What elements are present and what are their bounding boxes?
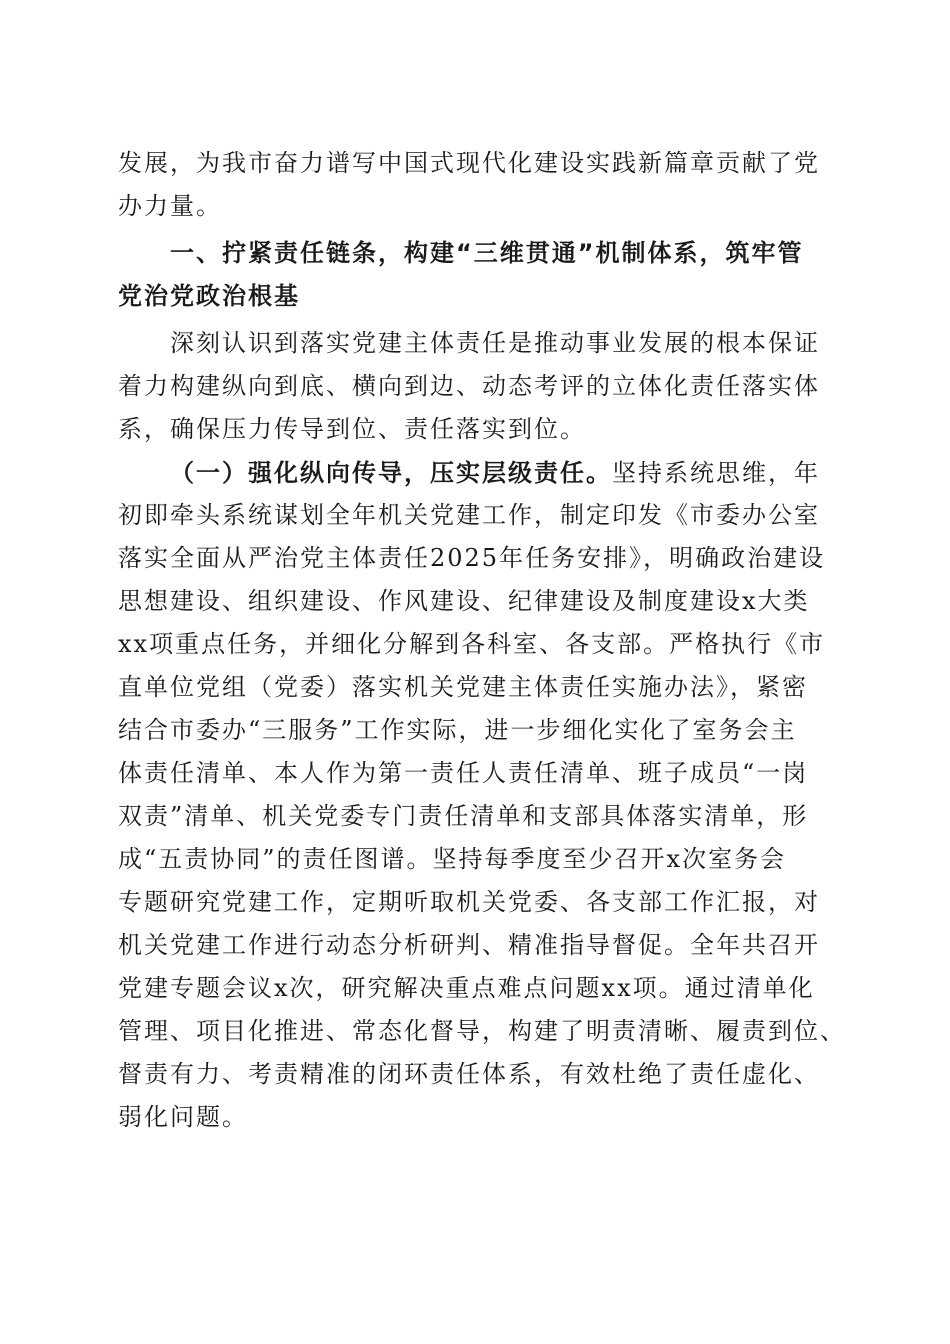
heading-line: 党治党政治根基: [118, 282, 300, 310]
paragraph-line: 发展，为我市奋力谱写中国式现代化建设实践新篇章贡献了党: [118, 149, 820, 177]
paragraph-line: 落实全面从严治党主体责任2025年任务安排》，明确政治建设: [118, 544, 826, 572]
paragraph-line: 着力构建纵向到底、横向到边、动态考评的立体化责任落实体: [118, 372, 820, 400]
paragraph-line: 初即牵头系统谋划全年机关党建工作，制定印发《市委办公室: [118, 501, 820, 529]
subsection-first-line: [118, 451, 830, 494]
paragraph-line: 管理、项目化推进、常态化督导，构建了明责清晰、履责到位、: [118, 1017, 846, 1045]
continuation-paragraph: [118, 142, 830, 228]
paragraph-line: 督责有力、考责精准的闭环责任体系，有效杜绝了责任虚化、: [118, 1060, 820, 1088]
intro-paragraph: [118, 322, 830, 451]
paragraph-line: xx项重点任务，并细化分解到各科室、各支部。严格执行《市: [118, 630, 826, 658]
heading-line: 一、拧紧责任链条，构建“三维贯通”机制体系，筑牢管: [170, 239, 804, 267]
paragraph-line: 成“五责协同”的责任图谱。坚持每季度至少召开x次室务会: [118, 845, 787, 873]
paragraph-line: 机关党建工作进行动态分析研判、精准指导督促。全年共召开: [118, 931, 820, 959]
paragraph-line: 深刻认识到落实党建主体责任是推动事业发展的根本保证: [170, 329, 820, 357]
paragraph-line: 思想建设、组织建设、作风建设、纪律建设及制度建设x大类: [118, 587, 810, 615]
subsection-first-line-rest: 坚持系统思维，年: [612, 459, 820, 487]
paragraph-line: 党建专题会议x次，研究解决重点难点问题xx项。通过清单化: [118, 974, 815, 1002]
paragraph-line: 直单位党组（党委）落实机关党建主体责任实施办法》，紧密: [118, 673, 808, 701]
subsection-title: （一）强化纵向传导，压实层级责任。: [170, 458, 612, 487]
section-heading: [118, 232, 830, 318]
paragraph-line: 双责”清单、机关党委专门责任清单和支部具体落实清单，形: [118, 802, 809, 830]
paragraph-line: 弱化问题。: [118, 1103, 248, 1131]
paragraph-line: 办力量。: [118, 192, 222, 220]
subsection-paragraph: [118, 451, 846, 1139]
paragraph-line: 结合市委办“三服务”工作实际，进一步细化实化了室务会主: [118, 716, 797, 744]
paragraph-line: 系，确保压力传导到位、责任落实到位。: [118, 415, 586, 443]
paragraph-line: 体责任清单、本人作为第一责任人责任清单、班子成员“一岗: [118, 759, 809, 787]
paragraph-line: 专题研究党建工作，定期听取机关党委、各支部工作汇报，对: [118, 888, 820, 916]
